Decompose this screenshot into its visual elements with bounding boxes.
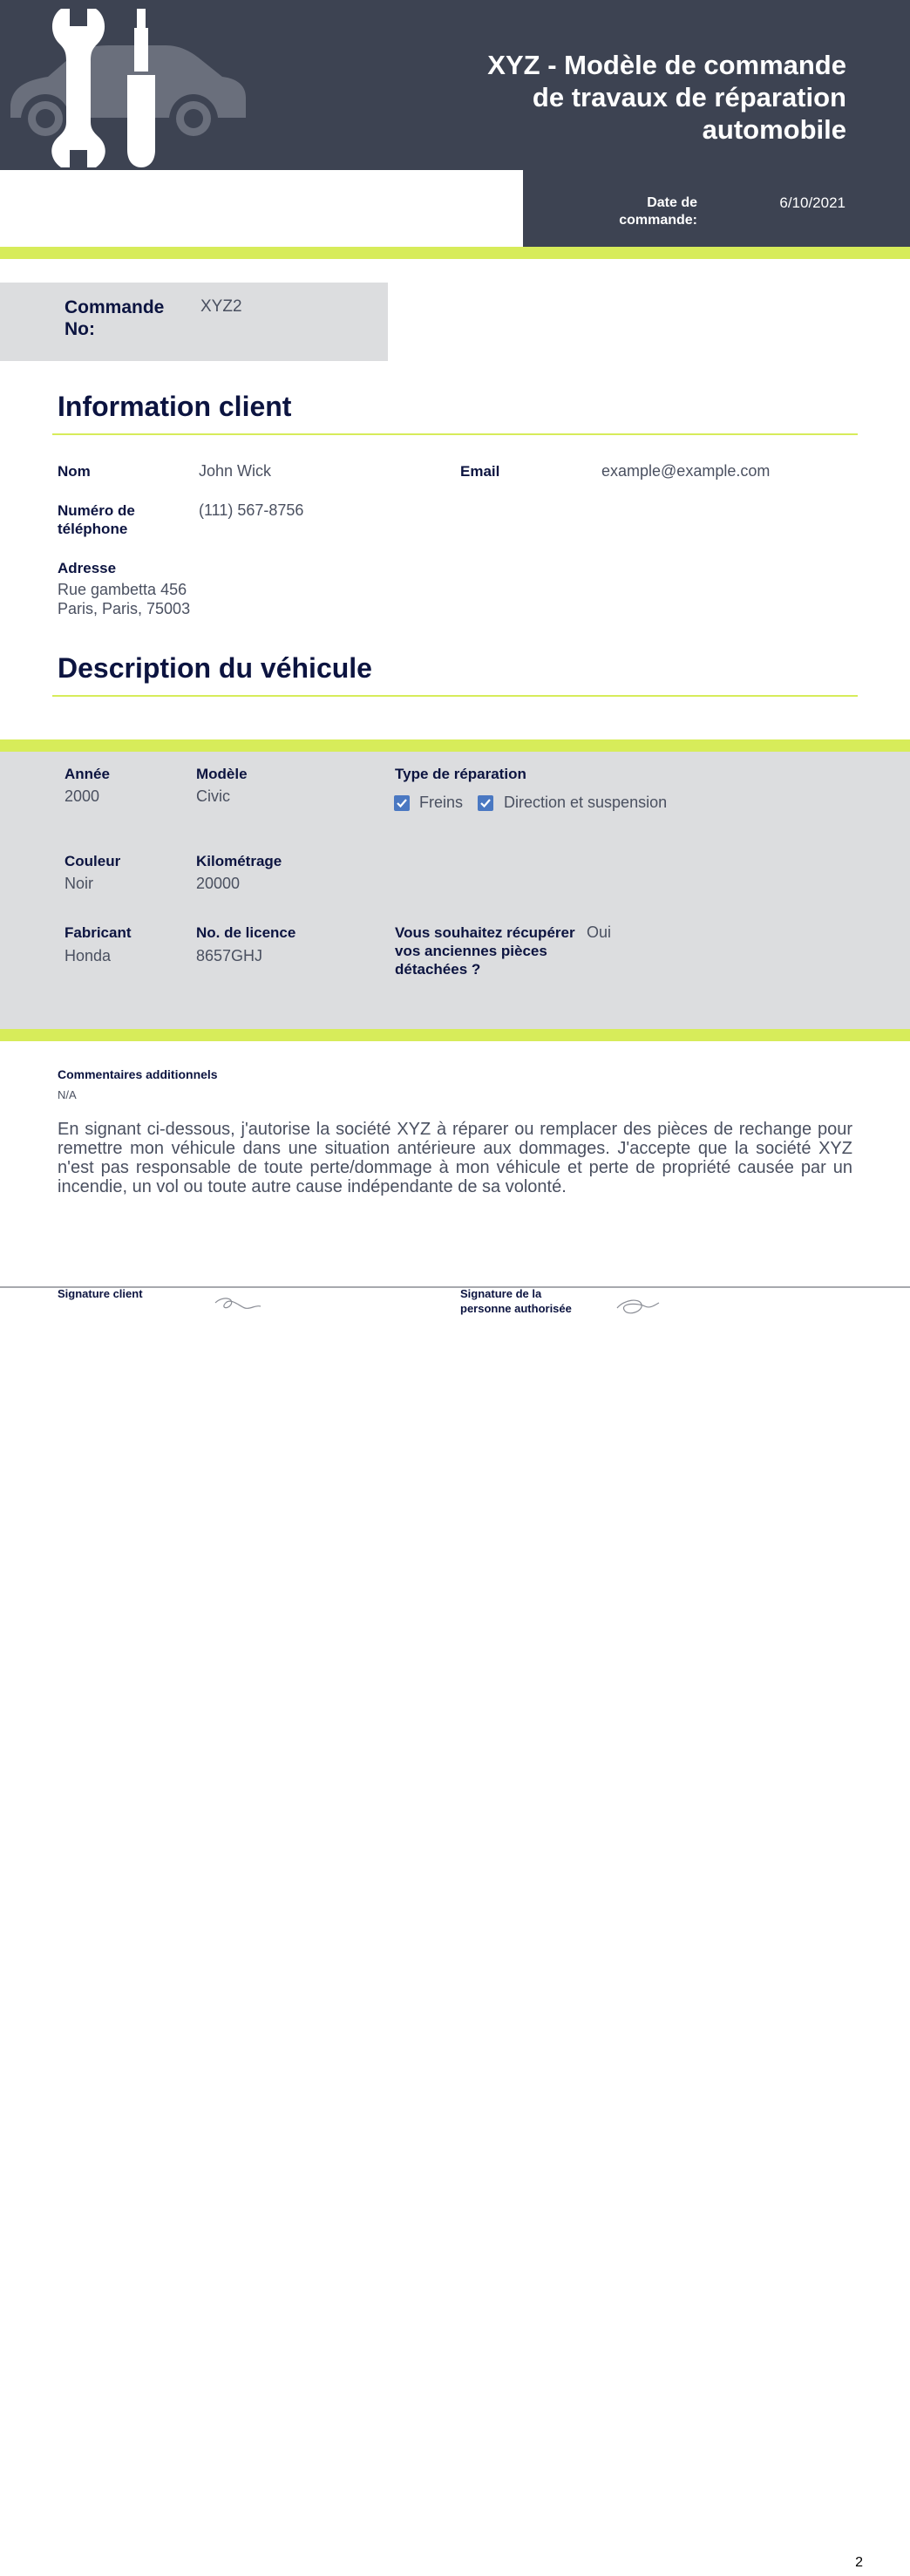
order-date-value: 6/10/2021 <box>779 194 845 211</box>
license-label: No. de licence <box>196 924 296 941</box>
document-title: XYZ - Modèle de commande de travaux de réparation automobile <box>487 50 846 145</box>
vehicle-section-title: Description du véhicule <box>58 652 372 684</box>
authorized-signature-scribble <box>615 1296 661 1319</box>
car-wrench-screwdriver-icon <box>0 0 261 170</box>
order-number-label: Commande No: <box>65 297 165 339</box>
maker-value: Honda <box>65 947 112 964</box>
parts-question-label: Vous souhaitez récupérer vos anciennes pièces détachées ? <box>395 924 575 978</box>
model-label: Modèle <box>196 766 248 782</box>
consent-text: En signant ci-dessous, j'autorise la société XYZ à réparer ou remplacer des pièces de rechange pour remettre mon véhicule dans une situation antérieure aux dommages. J'accepte que la société XYZ n'est pas responsable de toute perte/dommage à mon véhicule et perte de propriété causée par un incendie, un vol ou toute autre cause indépendante de sa volonté. <box>58 1120 852 1196</box>
mileage-label: Kilométrage <box>196 853 282 869</box>
steering-suspension-option-label: Direction et suspension <box>504 794 668 811</box>
year-label: Année <box>65 766 110 782</box>
phone-label: Numéro de téléphone <box>58 502 135 537</box>
client-section-title: Information client <box>58 391 292 422</box>
accent-divider <box>0 247 910 259</box>
client-signature-label: Signature client <box>58 1287 143 1300</box>
order-date-label: Date de commande: <box>619 195 697 228</box>
brakes-option-label: Freins <box>419 794 464 811</box>
checkmark-icon <box>396 797 408 809</box>
client-section-rule <box>52 433 858 435</box>
parts-answer-value: Oui <box>587 923 612 941</box>
page-number: 2 <box>855 2555 863 2570</box>
address-line-1: Rue gambetta 456 <box>58 581 187 598</box>
comments-value: N/A <box>58 1088 77 1101</box>
name-label: Nom <box>58 463 91 480</box>
phone-value: (111) 567-8756 <box>199 501 304 519</box>
address-line-2: Paris, Paris, 75003 <box>58 600 191 617</box>
color-label: Couleur <box>65 853 121 869</box>
order-number-value: XYZ2 <box>200 297 242 316</box>
vehicle-bottom-band <box>0 1029 910 1041</box>
address-label: Adresse <box>58 560 117 576</box>
license-value: 8657GHJ <box>196 947 263 964</box>
checkmark-icon <box>479 797 492 809</box>
repair-type-label: Type de réparation <box>395 766 526 782</box>
name-value: John Wick <box>199 462 272 480</box>
vehicle-top-band <box>0 739 910 752</box>
email-value: example@example.com <box>601 462 771 480</box>
model-value: Civic <box>196 787 230 805</box>
color-value: Noir <box>65 875 94 892</box>
comments-label: Commentaires additionnels <box>58 1067 218 1081</box>
brakes-checkbox[interactable] <box>394 795 410 811</box>
maker-label: Fabricant <box>65 924 132 941</box>
year-value: 2000 <box>65 787 100 805</box>
vehicle-section-rule <box>52 695 858 697</box>
client-signature-scribble <box>214 1294 262 1313</box>
steering-suspension-checkbox[interactable] <box>478 795 493 811</box>
header-date-panel <box>523 170 910 247</box>
email-label: Email <box>460 463 500 480</box>
authorized-signature-label: Signature de la personne authorisée <box>460 1287 572 1315</box>
mileage-value: 20000 <box>196 875 241 892</box>
order-number-box <box>0 283 388 361</box>
